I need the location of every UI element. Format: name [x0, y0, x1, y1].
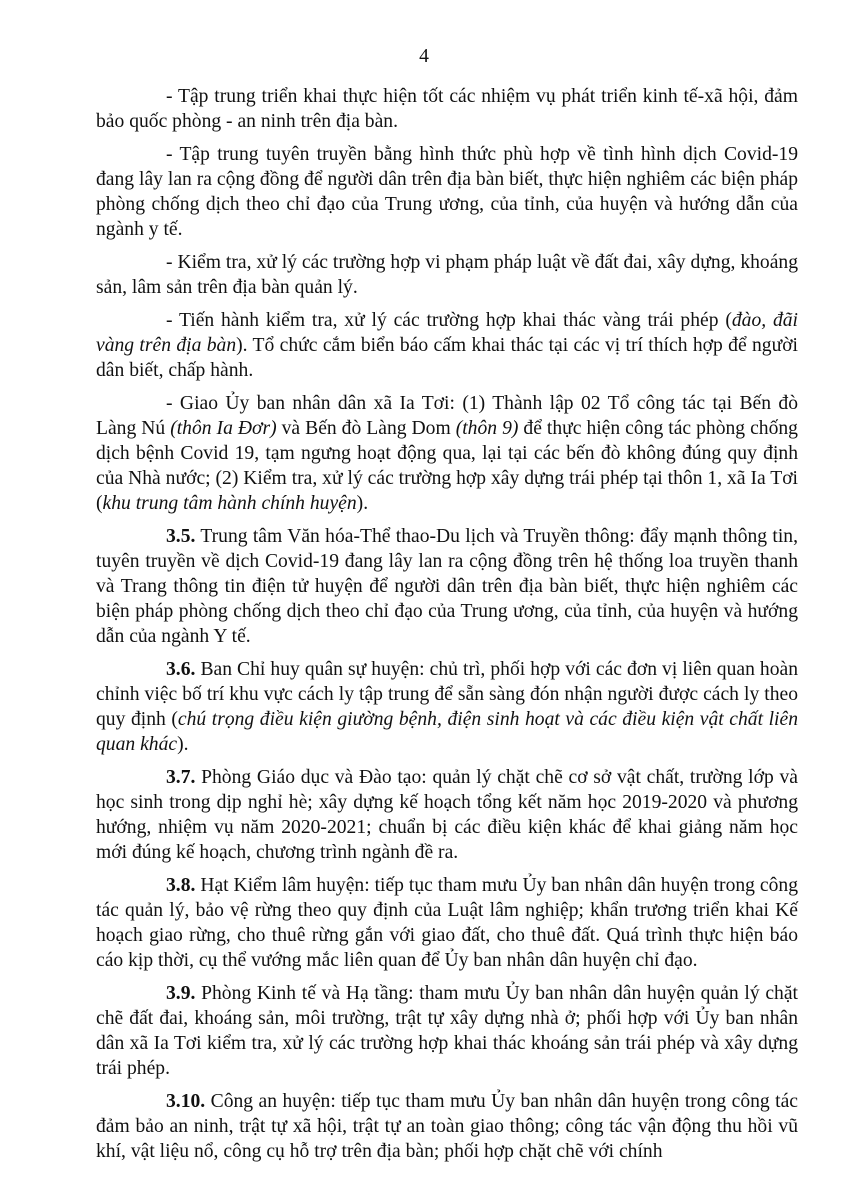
paragraph: [96, 765, 798, 865]
page-number: 4: [419, 46, 429, 67]
paragraph: [96, 391, 798, 516]
paragraph: [96, 142, 798, 242]
paragraph-text: ). Tổ chức cắm biển báo cấm khai thác tại các vị trí thích hợp để người dân biết, chấp hành.: [96, 335, 799, 381]
paragraph: [96, 981, 798, 1081]
italic-text: khu trung tâm hành chính huyện: [102, 493, 357, 514]
paragraph-text: - Tiến hành kiểm tra, xử lý các trường hợp khai thác vàng trái phép (: [166, 310, 732, 331]
section-number: 3.10.: [166, 1091, 206, 1112]
paragraph: [96, 1089, 798, 1164]
paragraph-text: Ban Chỉ huy quân sự huyện: chủ trì, phối hợp với các đơn vị liên quan hoàn chỉnh việc bố trí khu vực cách ly tập trung để sẵn sàng đón nhận người được cách ly theo quy định (: [96, 659, 798, 730]
paragraph-text: ).: [177, 734, 189, 755]
document-body: [96, 84, 798, 1164]
paragraph-text: - Tập trung triển khai thực hiện tốt các nhiệm vụ phát triển kinh tế-xã hội, đảm bảo quốc phòng - an ninh trên địa bàn.: [96, 86, 798, 132]
paragraph: [96, 873, 798, 973]
paragraph-text: và Bến đò Làng Dom: [276, 418, 456, 439]
section-number: 3.8.: [166, 875, 196, 896]
paragraph-text: - Kiểm tra, xử lý các trường hợp vi phạm pháp luật về đất đai, xây dựng, khoáng sản, lâm sản trên địa bàn quản lý.: [96, 252, 798, 298]
paragraph: [96, 308, 798, 383]
section-number: 3.6.: [166, 659, 196, 680]
paragraph-text: để thực hiện công tác phòng chống dịch bệnh Covid 19, tạm ngưng hoạt động qua, lại tại các bến đò không đúng quy định của Nhà nước; (2) Kiểm tra, xử lý các trường hợp xây dựng trái phép tại thôn 1, xã Ia Tơi (: [96, 418, 798, 514]
paragraph: [96, 524, 798, 649]
paragraph-text: Phòng Giáo dục và Đào tạo: quản lý chặt chẽ cơ sở vật chất, trường lớp và học sinh trong dịp nghỉ hè; xây dựng kế hoạch tổng kết năm học 2019-2020 và phương hướng, nhiệm vụ năm 2020-2021; chuẩn bị các điều kiện khác để khai giảng năm học mới đúng kế hoạch, chương trình ngành đề ra.: [96, 767, 798, 863]
paragraph-text: - Giao Ủy ban nhân dân xã Ia Tơi: (1) Thành lập 02 Tổ công tác tại Bến đò Làng Nú: [96, 393, 798, 439]
section-number: 3.7.: [166, 767, 196, 788]
paragraph-text: - Tập trung tuyên truyền bằng hình thức phù hợp về tình hình dịch Covid-19 đang lây lan ra cộng đồng để người dân trên địa bàn biết, thực hiện nghiêm các biện pháp phòng chống dịch theo chỉ đạo của Trung ương, của tỉnh, của huyện và hướng dẫn của ngành y tế.: [96, 144, 798, 240]
italic-text: (thôn 9): [455, 418, 519, 439]
italic-text: đào, đãi vàng trên địa bàn: [96, 310, 798, 356]
paragraph-text: Phòng Kinh tế và Hạ tầng: tham mưu Ủy ban nhân dân huyện quản lý chặt chẽ đất đai, khoáng sản, môi trường, trật tự xây dựng nhà ở; phối hợp với Ủy ban nhân dân xã Ia Tơi kiểm tra, xử lý các trường hợp khai thác khoáng sản trái phép và xây dựng trái phép.: [96, 983, 798, 1079]
section-number: 3.9.: [166, 983, 196, 1004]
paragraph-text: Công an huyện: tiếp tục tham mưu Ủy ban nhân dân huyện trong công tác đảm bảo an ninh, trật tự xã hội, trật tự an toàn giao thông; công tác vận động thu hồi vũ khí, vật liệu nổ, công cụ hỗ trợ trên địa bàn; phối hợp chặt chẽ với chính: [96, 1091, 798, 1162]
paragraph-text: ).: [356, 493, 369, 514]
italic-text: (thôn Ia Đơr): [170, 418, 277, 439]
paragraph-text: Hạt Kiểm lâm huyện: tiếp tục tham mưu Ủy ban nhân dân huyện trong công tác quản lý, bảo vệ rừng theo quy định của Luật lâm nghiệp; khẩn trương triển khai Kế hoạch giao rừng, cho thuê rừng gắn với giao đất, cho thuê đất. Quá trình thực hiện báo cáo kịp thời, cụ thể vướng mắc liên quan để Ủy ban nhân dân huyện chỉ đạo.: [96, 875, 798, 971]
italic-text: chú trọng điều kiện giường bệnh, điện sinh hoạt và các điều kiện vật chất liên quan khác: [96, 709, 798, 755]
paragraph-text: Trung tâm Văn hóa-Thể thao-Du lịch và Truyền thông: đẩy mạnh thông tin, tuyên truyền về dịch Covid-19 đang lây lan ra cộng đồng trên hệ thống loa truyền thanh và Trang thông tin điện tử huyện để người dân trên địa bàn biết, thực hiện nghiêm các biện pháp phòng chống dịch theo chỉ đạo của Trung ương, của tỉnh, của huyện và hướng dẫn của ngành Y tế.: [96, 526, 798, 647]
paragraph: [96, 84, 798, 134]
section-number: 3.5.: [166, 526, 196, 547]
paragraph: [96, 250, 798, 300]
paragraph: [96, 657, 798, 757]
